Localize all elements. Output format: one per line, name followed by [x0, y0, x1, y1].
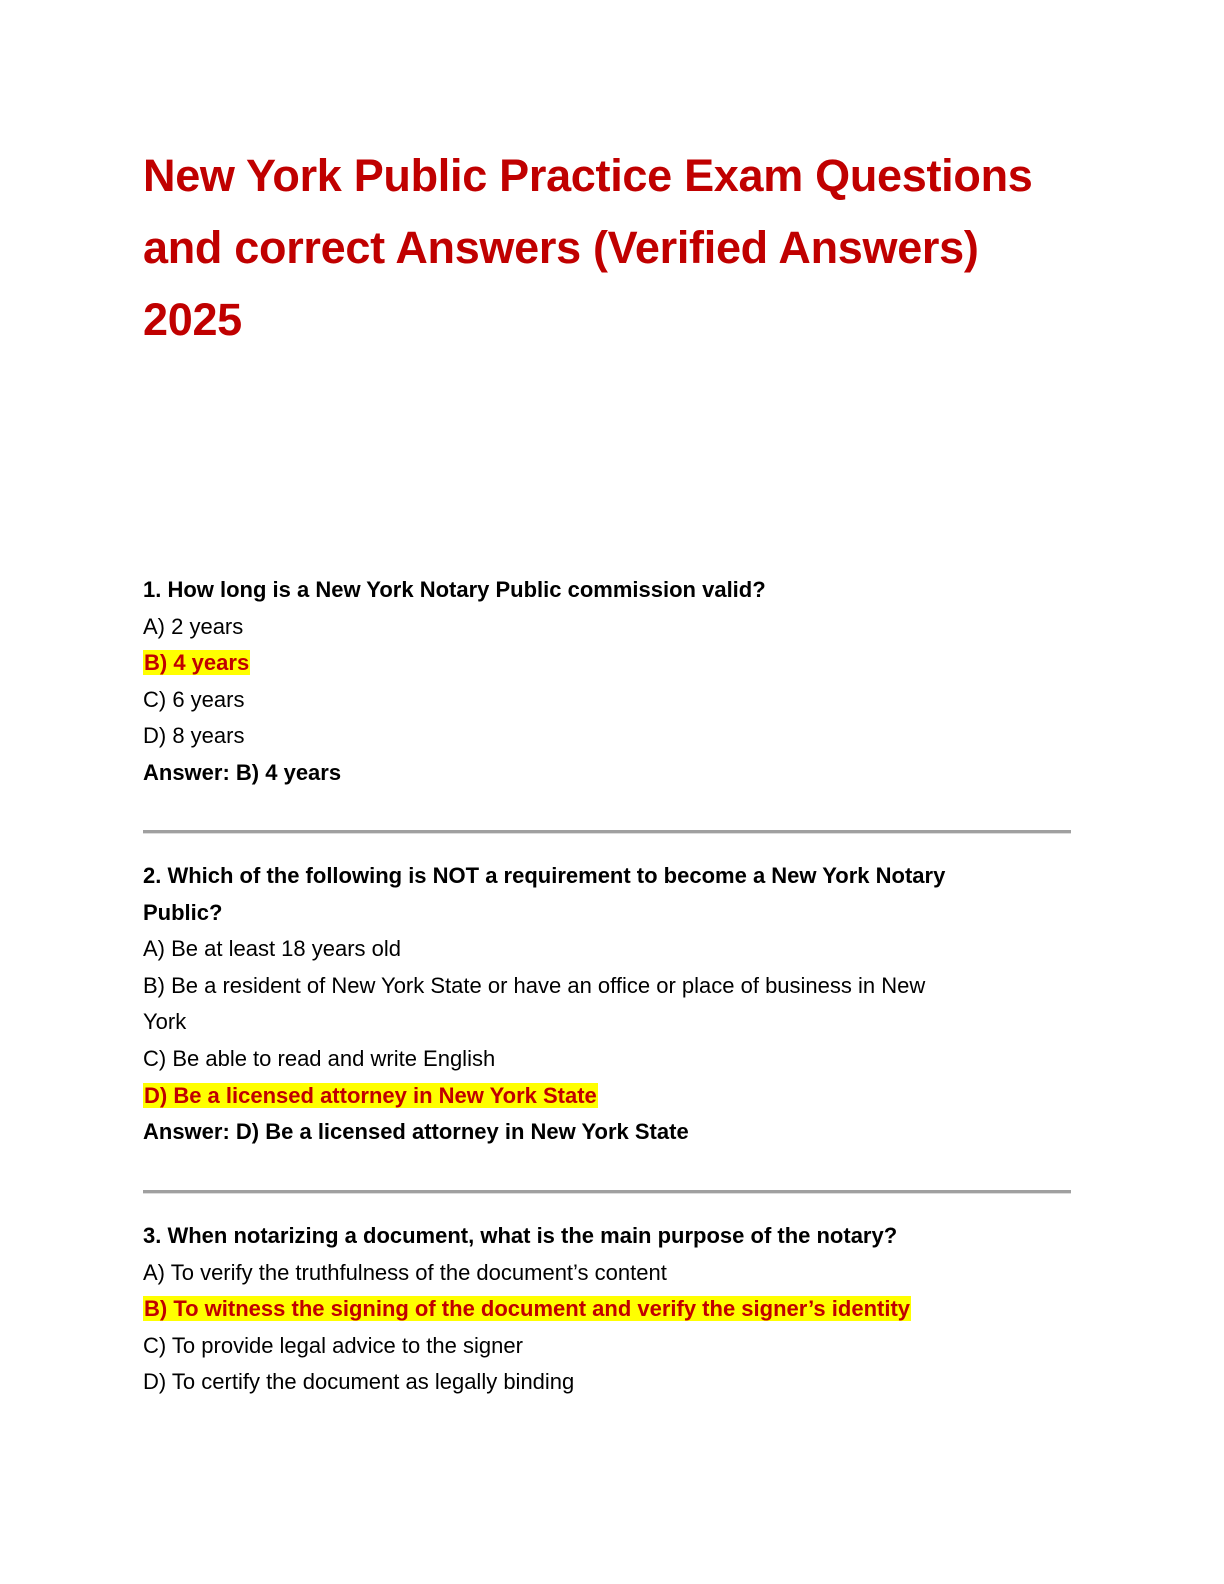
question-3: [143, 1218, 1073, 1401]
option-b-correct: [143, 1291, 1073, 1328]
correct-answer-highlight: D) Be a licensed attorney in New York State: [144, 1082, 597, 1108]
option-b-continued: York: [143, 1009, 187, 1035]
page-title: [143, 140, 1073, 356]
option-a: A) Be at least 18 years old: [143, 936, 402, 962]
title-line: New York Public Practice Exam Questions: [143, 150, 1033, 201]
title-line: 2025: [143, 294, 242, 345]
correct-answer-highlight: B) 4 years: [144, 650, 250, 676]
question-2: [143, 858, 1073, 1151]
option-c: C) 6 years: [143, 686, 245, 712]
option-c: C) To provide legal advice to the signer: [143, 1332, 523, 1358]
question-1: [143, 572, 1073, 792]
section-divider: [143, 1190, 1071, 1194]
option-d-correct: [143, 1078, 1073, 1115]
option-a: A) To verify the truthfulness of the document’s content: [143, 1259, 667, 1285]
option-b: B) Be a resident of New York State or have an office or place of business in New: [143, 972, 926, 998]
answer-line: Answer: D) Be a licensed attorney in New York State: [143, 1119, 689, 1145]
section-divider: [143, 830, 1071, 834]
question-text-continued: Public?: [143, 899, 223, 925]
option-d: D) To certify the document as legally binding: [143, 1369, 575, 1395]
option-c: C) Be able to read and write English: [143, 1045, 496, 1071]
correct-answer-highlight: B) To witness the signing of the document and verify the signer’s identity: [144, 1296, 911, 1322]
question-text: 2. Which of the following is NOT a requirement to become a New York Notary: [143, 863, 946, 888]
question-text: 1. How long is a New York Notary Public commission valid?: [143, 577, 766, 602]
answer-line: Answer: B) 4 years: [143, 759, 342, 785]
option-d: D) 8 years: [143, 723, 245, 749]
option-b-correct: [143, 645, 1073, 682]
title-line: and correct Answers (Verified Answers): [143, 222, 979, 273]
question-text: 3. When notarizing a document, what is the main purpose of the notary?: [143, 1223, 898, 1248]
option-a: A) 2 years: [143, 613, 244, 639]
